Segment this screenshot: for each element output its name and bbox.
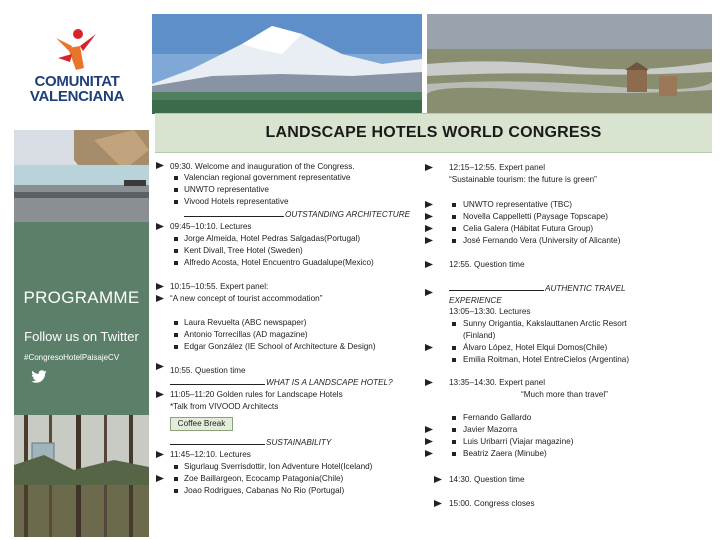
arrow-bullet-icon	[156, 363, 164, 370]
list-item: Joao Rodrigues, Cabanas No Rio (Portugal)	[184, 486, 345, 495]
coffee-break-box: Coffee Break	[170, 417, 233, 431]
arrow-bullet-icon	[434, 500, 442, 507]
list-item: Vivood Hotels representative	[184, 197, 289, 206]
square-bullet-icon	[452, 215, 456, 219]
list-item: Javier Mazorra	[463, 425, 518, 434]
list-item: Valencian regional government representative	[184, 173, 351, 182]
square-bullet-icon	[452, 346, 456, 350]
square-bullet-icon	[174, 477, 178, 481]
expert-panel-session: 13:35–14:30. Expert panel	[449, 378, 546, 387]
lectures-session: 13:05–13:30. Lectures	[449, 307, 531, 316]
square-bullet-icon	[452, 322, 456, 326]
square-bullet-icon	[452, 227, 456, 231]
list-item: Sigurlaug Sverrisdottir, Ion Adventure Hotel(Iceland)	[184, 462, 373, 471]
square-bullet-icon	[452, 358, 456, 362]
logo-figure-icon	[50, 28, 100, 72]
mountain-lake-photo	[152, 14, 422, 114]
follow-us-text: Follow us on Twitter	[24, 329, 139, 344]
arrow-bullet-icon	[156, 391, 164, 398]
golden-rules-talk: 11:05–11:20 Golden rules for Landscape Hotels	[170, 390, 343, 399]
list-item: Zoe Baillargeon, Ecocamp Patagonia(Chile)	[184, 474, 344, 483]
arrow-bullet-icon	[425, 261, 433, 268]
congress-hashtag[interactable]: #CongresoHotelPaisajeCV	[24, 353, 120, 362]
expert-panel-session: 12:15–12:55. Expert panel	[449, 163, 546, 172]
arrow-bullet-icon	[156, 295, 164, 302]
arrow-bullet-icon	[156, 283, 164, 290]
comunitat-valenciana-logo	[22, 24, 132, 110]
square-bullet-icon	[174, 188, 178, 192]
list-item: Celia Galera (Hábitat Futura Group)	[463, 224, 594, 233]
list-item: José Fernando Vera (University of Alicante)	[463, 236, 621, 245]
talk-subtitle: *Talk from VIVOOD Architects	[170, 402, 279, 411]
infinity-pool-photo	[14, 130, 149, 222]
list-item: Jorge Almeida, Hotel Pedras Salgadas(Portugal)	[184, 234, 361, 243]
arrow-bullet-icon	[156, 451, 164, 458]
arrow-bullet-icon	[156, 475, 164, 482]
list-item: Antonio Torrecillas (AD magazine)	[184, 330, 308, 339]
section-label: SUSTAINABILITY	[266, 438, 332, 447]
logo-line-1: COMUNITAT	[34, 73, 120, 90]
list-item: Sunny Origantia, Kakslauttanen Arctic Resort	[463, 319, 627, 328]
section-label: OUTSTANDING ARCHITECTURE	[285, 210, 411, 219]
wetland-cabins-photo	[427, 14, 712, 114]
square-bullet-icon	[174, 465, 178, 469]
arrow-bullet-icon	[425, 438, 433, 445]
arrow-bullet-icon	[156, 223, 164, 230]
arrow-bullet-icon	[425, 201, 433, 208]
list-item: Novella Cappelletti (Paysage Topscape)	[463, 212, 609, 221]
lectures-session: 11:45–12:10. Lectures	[170, 450, 251, 459]
square-bullet-icon	[174, 176, 178, 180]
section-outstanding-architecture	[184, 209, 410, 220]
arrow-bullet-icon	[425, 213, 433, 220]
square-bullet-icon	[452, 440, 456, 444]
square-bullet-icon	[174, 321, 178, 325]
logo-line-2: VALENCIANA	[29, 88, 125, 105]
square-bullet-icon	[452, 452, 456, 456]
square-bullet-icon	[452, 416, 456, 420]
square-bullet-icon	[174, 333, 178, 337]
list-item: Fernando Gallardo	[463, 413, 532, 422]
arrow-bullet-icon	[425, 450, 433, 457]
question-time: 12:55. Question time	[449, 260, 525, 269]
expert-panel-topic: “Sustainable tourism: the future is green”	[449, 175, 597, 184]
square-bullet-icon	[452, 239, 456, 243]
arrow-bullet-icon	[425, 164, 433, 171]
square-bullet-icon	[174, 249, 178, 253]
list-item: Álvaro López, Hotel Elqui Domos(Chile)	[463, 343, 608, 352]
square-bullet-icon	[174, 200, 178, 204]
expert-panel-topic: “A new concept of tourist accommodation”	[170, 294, 323, 303]
section-label: WHAT IS A LANDSCAPE HOTEL?	[266, 378, 393, 387]
question-time: 10:55. Question time	[170, 366, 246, 375]
twitter-bird-icon[interactable]	[30, 370, 48, 384]
list-item: Emilia Roitman, Hotel EntreCielos (Argentina)	[463, 355, 630, 364]
arrow-bullet-icon	[425, 225, 433, 232]
section-label-continued: EXPERIENCE	[449, 296, 502, 305]
square-bullet-icon	[452, 203, 456, 207]
square-bullet-icon	[174, 345, 178, 349]
question-time: 14:30. Question time	[449, 475, 525, 484]
logo-text	[22, 74, 132, 104]
list-item-continued: (Finland)	[463, 331, 496, 340]
expert-panel-session: 10:15–10:55. Expert panel:	[170, 282, 269, 291]
arrow-bullet-icon	[425, 237, 433, 244]
list-item: Kent Divall, Tree Hotel (Sweden)	[184, 246, 303, 255]
arrow-bullet-icon	[434, 476, 442, 483]
programme-heading: PROGRAMME	[23, 288, 140, 307]
list-item: Edgar González (IE School of Architecture & Design)	[184, 342, 376, 351]
page-title: LANDSCAPE HOTELS WORLD CONGRESS	[265, 124, 602, 141]
arrow-bullet-icon	[425, 379, 433, 386]
arrow-bullet-icon	[425, 344, 433, 351]
section-authentic-travel	[449, 283, 626, 294]
arrow-bullet-icon	[425, 426, 433, 433]
list-item: UNWTO representative	[184, 185, 269, 194]
list-item: Laura Revuelta (ABC newspaper)	[184, 318, 307, 327]
square-bullet-icon	[174, 237, 178, 241]
list-item: Luis Uribarri (Viajar magazine)	[463, 437, 574, 446]
congress-closes: 15:00. Congress closes	[449, 499, 535, 508]
square-bullet-icon	[452, 428, 456, 432]
congress-title-bar	[155, 113, 712, 153]
section-sustainability	[170, 437, 331, 448]
welcome-session: 09:30. Welcome and inauguration of the Congress.	[170, 162, 355, 171]
tree-hotel-forest-photo	[14, 415, 149, 537]
section-label: AUTHENTIC TRAVEL	[545, 284, 626, 293]
list-item: Beatriz Zaera (Minube)	[463, 449, 547, 458]
expert-panel-topic: “Much more than travel”	[521, 390, 608, 399]
arrow-bullet-icon	[156, 162, 164, 169]
square-bullet-icon	[174, 489, 178, 493]
square-bullet-icon	[174, 261, 178, 265]
lectures-session: 09:45–10:10. Lectures	[170, 222, 252, 231]
list-item: UNWTO representative (TBC)	[463, 200, 573, 209]
arrow-bullet-icon	[425, 289, 433, 296]
programme-panel	[14, 222, 149, 415]
list-item: Alfredo Acosta, Hotel Encuentro Guadalupe(Mexico)	[184, 258, 374, 267]
section-what-is-landscape-hotel	[170, 377, 393, 388]
